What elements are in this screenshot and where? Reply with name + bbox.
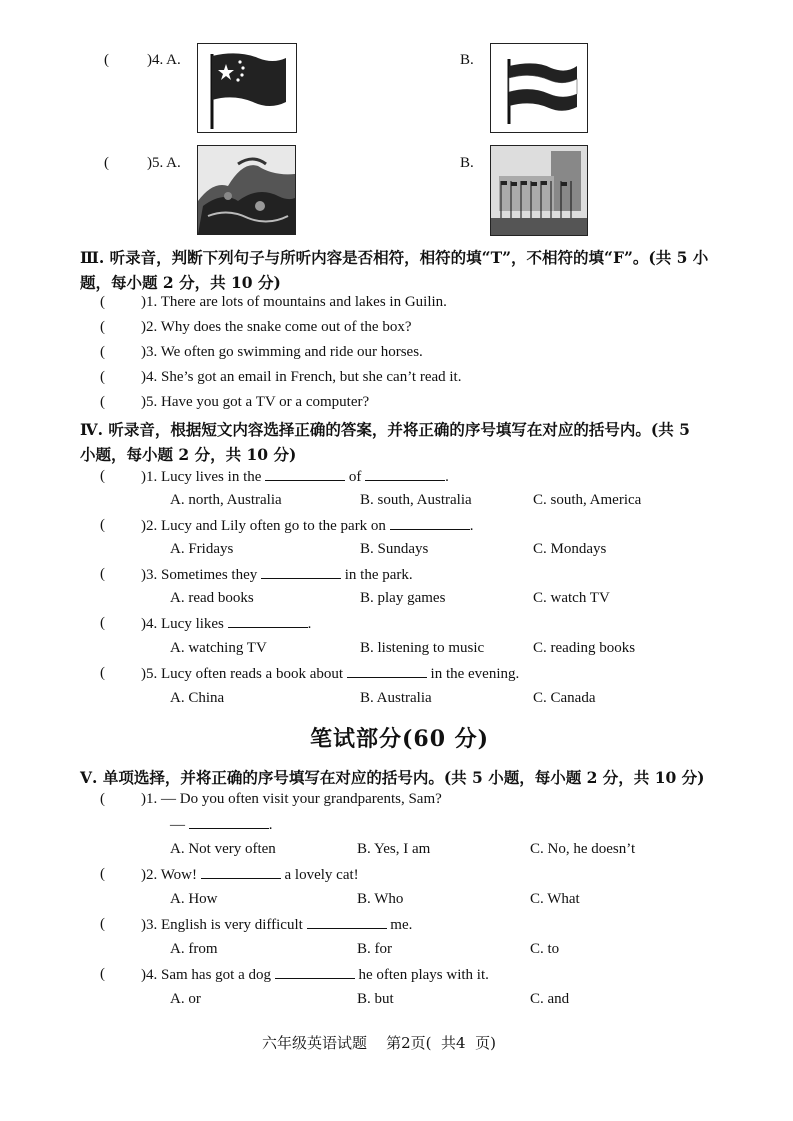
- picture-item-label: )4. A.: [147, 52, 181, 68]
- answer-paren: (: [100, 866, 105, 882]
- china-flag-image: [197, 43, 297, 133]
- option-a: A. from: [170, 941, 218, 957]
- answer-paren: (: [100, 665, 105, 681]
- picture-item-label: )5. A.: [147, 155, 181, 171]
- option-a: A. or: [170, 991, 201, 1007]
- answer-paren: (: [100, 468, 105, 484]
- option-c: C. No, he doesn’t: [530, 841, 636, 857]
- option-c: C. watch TV: [533, 590, 610, 606]
- option-b: B. listening to music: [360, 640, 485, 656]
- answer-paren: (: [100, 319, 105, 335]
- question-4-2: )2. Lucy and Lily often go to the park on .: [141, 518, 474, 534]
- option-a: A. China: [170, 690, 225, 706]
- option-a: A. Fridays: [170, 541, 234, 557]
- option-a: A. How: [170, 891, 218, 907]
- answer-paren: (: [104, 52, 109, 68]
- section-4-heading-line2: 小题，每小题 2 分，共 10 分): [80, 445, 297, 464]
- answer-paren: (: [100, 517, 105, 533]
- option-b: B. play games: [360, 590, 446, 606]
- option-b: B. Who: [357, 891, 404, 907]
- answer-paren: (: [100, 966, 105, 982]
- striped-flag-image: [490, 43, 588, 133]
- option-c: C. What: [530, 891, 580, 907]
- option-c: C. to: [530, 941, 560, 957]
- option-c: C. south, America: [533, 492, 642, 508]
- answer-paren: (: [100, 394, 105, 410]
- option-a: A. Not very often: [170, 841, 276, 857]
- section-5-heading: Ⅴ. 单项选择，并将正确的序号填写在对应的括号内。(共 5 小题，每小题 2 分，共 10 分): [80, 768, 705, 787]
- option-a: A. watching TV: [170, 640, 267, 656]
- option-c: C. and: [530, 991, 570, 1007]
- answer-paren: (: [100, 615, 105, 631]
- statement-5: )5. Have you got a TV or a computer?: [141, 394, 370, 410]
- answer-paren: (: [100, 344, 105, 360]
- question-5-1: )1. — Do you often visit your grandparents, Sam?: [141, 791, 442, 807]
- option-b: B. Australia: [360, 690, 432, 706]
- option-b-label: B.: [460, 52, 474, 68]
- option-c: C. Canada: [533, 690, 596, 706]
- answer-paren: (: [100, 566, 105, 582]
- question-5-3: )3. English is very difficult me.: [141, 917, 413, 933]
- written-part-title: 笔试部分(60 分): [310, 726, 490, 752]
- statement-1: )1. There are lots of mountains and lakes in Guilin.: [141, 294, 447, 310]
- option-b-label: B.: [460, 155, 474, 171]
- statement-3: )3. We often go swimming and ride our horses.: [141, 344, 423, 360]
- section-3-heading-line2: 题，每小题 2 分，共 10 分): [80, 273, 281, 292]
- question-5-4: )4. Sam has got a dog he often plays with it.: [141, 967, 489, 983]
- option-a: A. north, Australia: [170, 492, 282, 508]
- statement-2: )2. Why does the snake come out of the box?: [141, 319, 412, 335]
- section-4-heading-line1: Ⅳ. 听录音，根据短文内容选择正确的答案，并将正确的序号填写在对应的括号内。(共 5: [80, 420, 690, 439]
- option-b: B. but: [357, 991, 394, 1007]
- option-c: C. reading books: [533, 640, 636, 656]
- answer-paren: (: [100, 791, 105, 807]
- answer-paren: (: [104, 155, 109, 171]
- option-b: B. for: [357, 941, 392, 957]
- answer-paren: (: [100, 916, 105, 932]
- page-footer: 六年级英语试题 第2页( 共4 页): [262, 1034, 496, 1052]
- section-3-heading-line1: Ⅲ. 听录音，判断下列句子与所听内容是否相符，相符的填“T”，不相符的填“F”。(共 5 小: [80, 248, 709, 267]
- question-4-1: )1. Lucy lives in the of .: [141, 469, 449, 485]
- option-b: B. Sundays: [360, 541, 429, 557]
- question-5-2: )2. Wow! a lovely cat!: [141, 867, 359, 883]
- option-a: A. read books: [170, 590, 254, 606]
- buildings-with-flags-image: [490, 145, 588, 236]
- option-b: B. Yes, I am: [357, 841, 431, 857]
- answer-paren: (: [100, 369, 105, 385]
- question-4-4: )4. Lucy likes .: [141, 616, 312, 632]
- option-c: C. Mondays: [533, 541, 607, 557]
- option-b: B. south, Australia: [360, 492, 472, 508]
- question-5-1-answer-line: — .: [170, 817, 273, 833]
- mountain-landscape-image: [197, 145, 296, 235]
- answer-paren: (: [100, 294, 105, 310]
- statement-4: )4. She’s got an email in French, but she can’t read it.: [141, 369, 462, 385]
- question-4-3: )3. Sometimes they in the park.: [141, 567, 413, 583]
- question-4-5: )5. Lucy often reads a book about in the evening.: [141, 666, 520, 682]
